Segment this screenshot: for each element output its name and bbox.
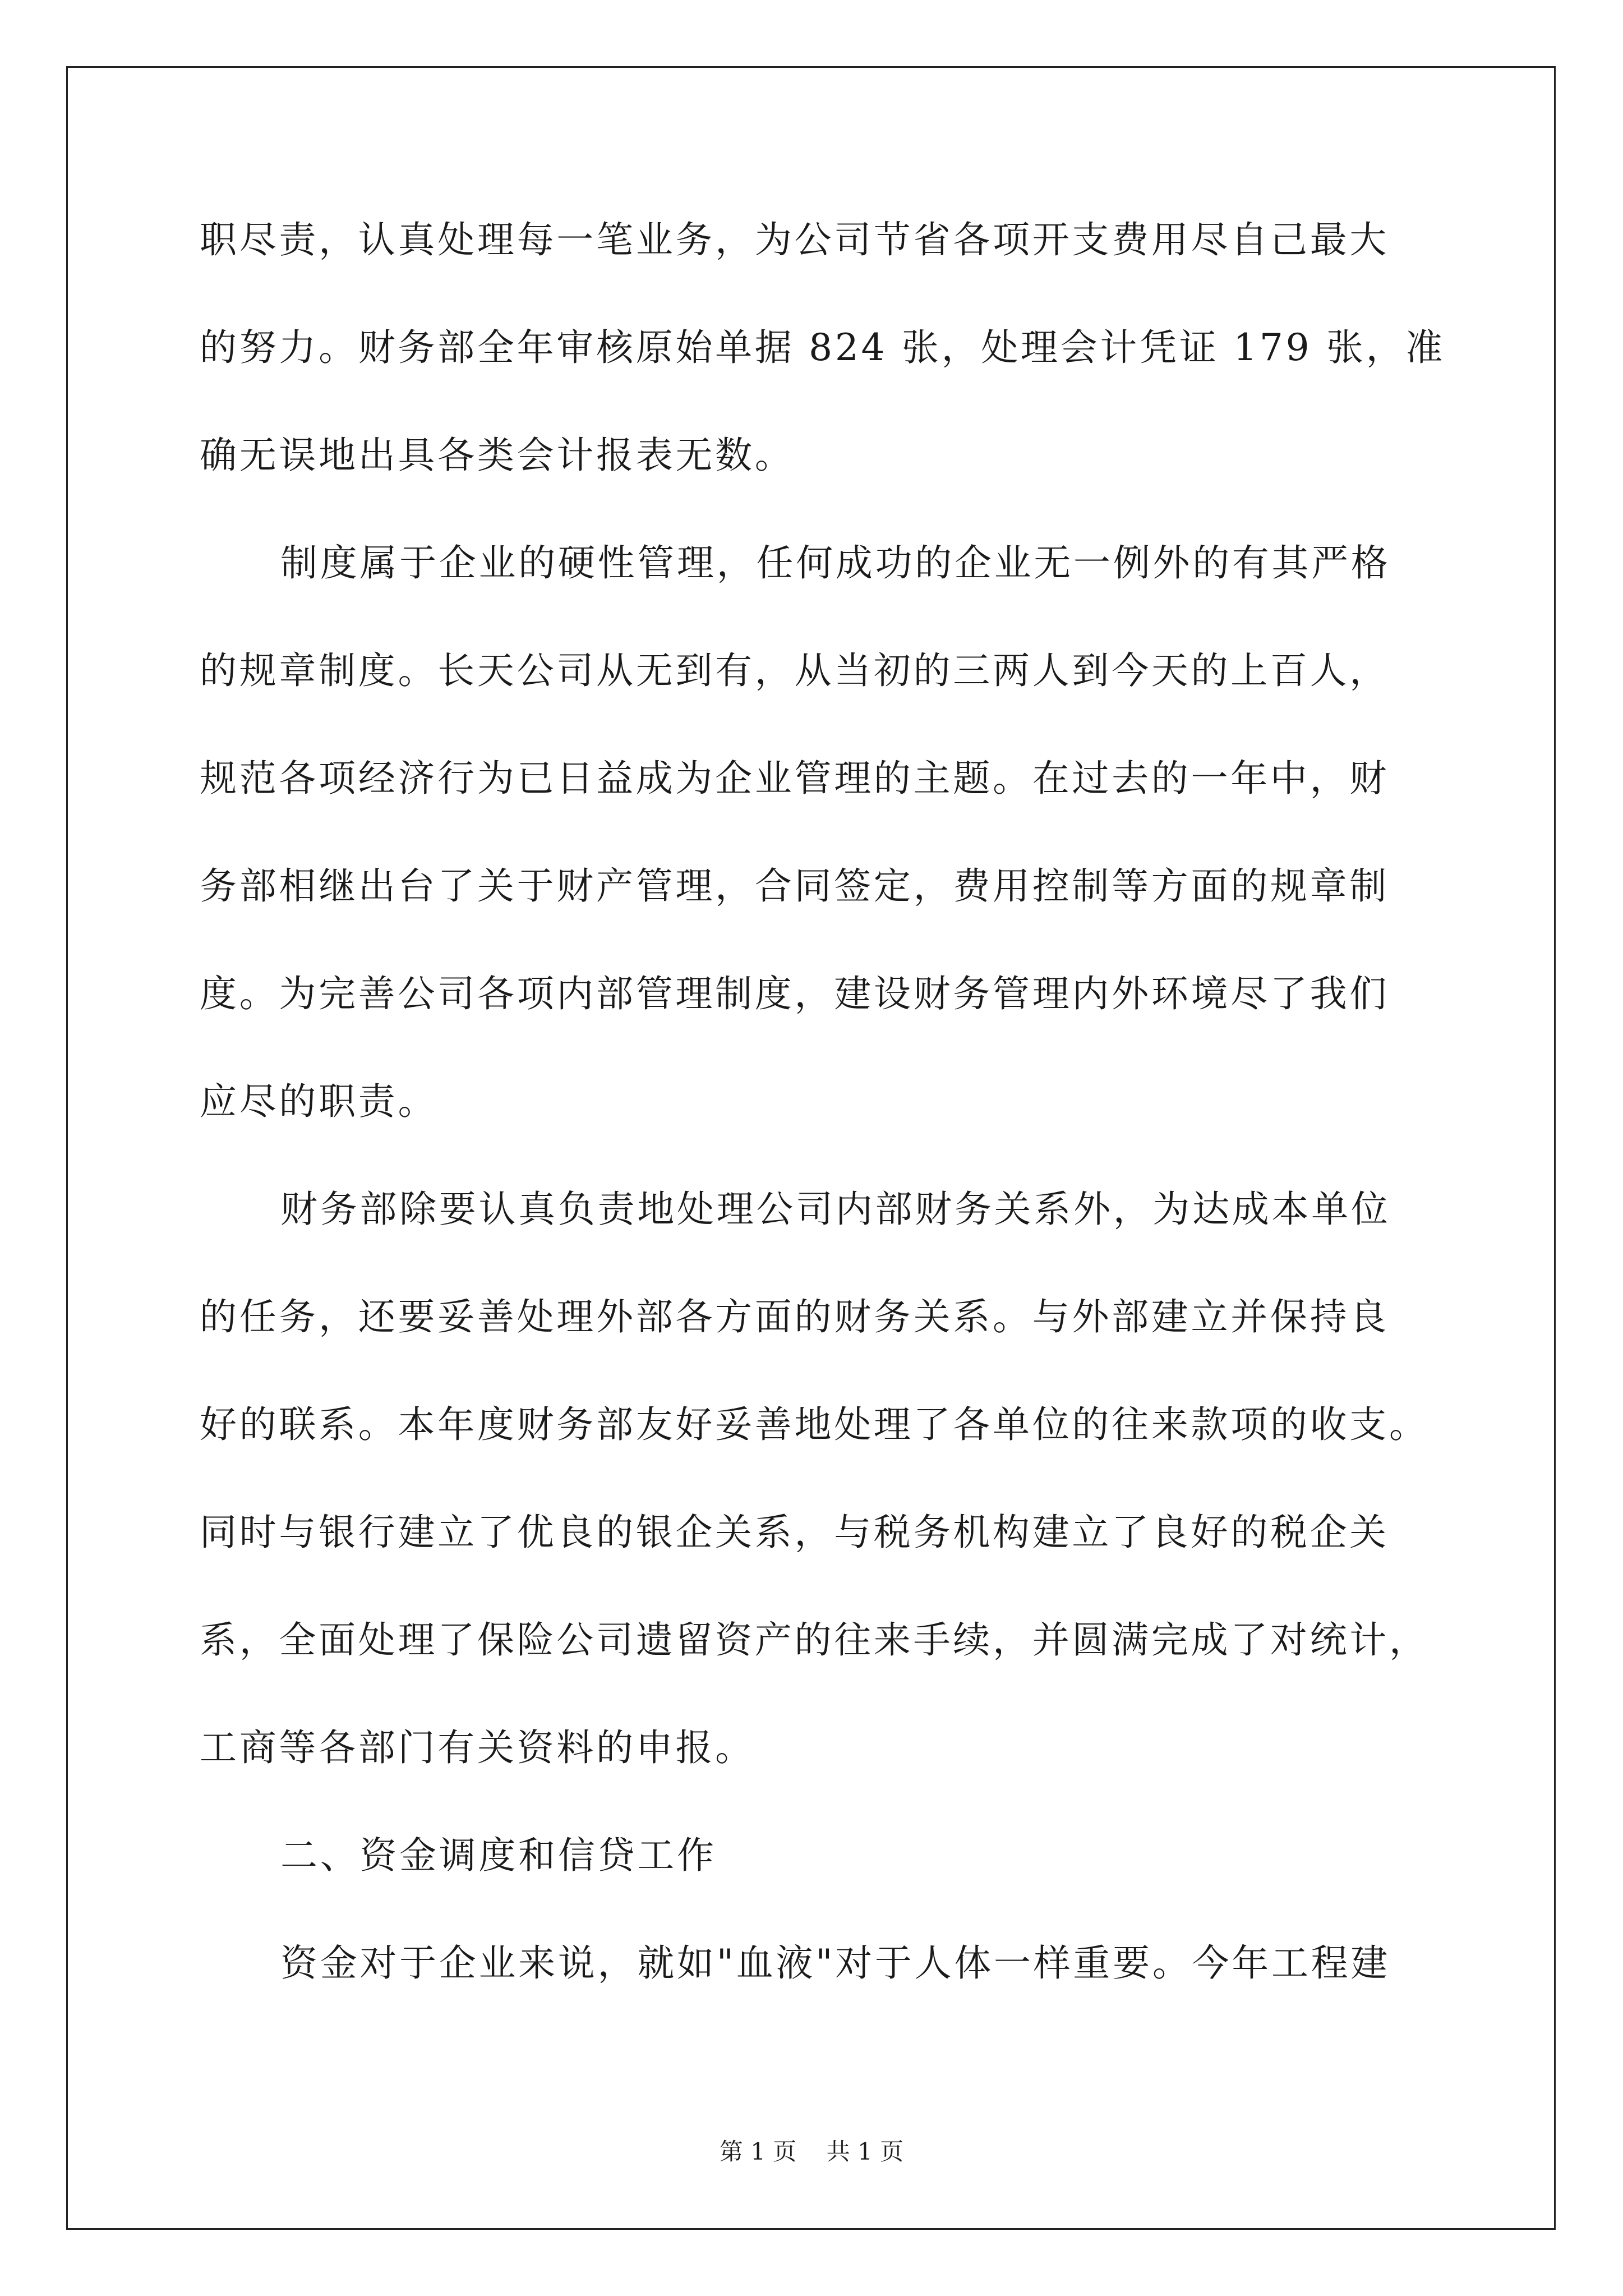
page-footer: 第 1 页 共 1 页 (719, 2138, 904, 2165)
text-line: 的规章制度。长天公司从无到有，从当初的三两人到今天的上百人， (200, 649, 1389, 692)
text-line: 确无误地出具各类会计报表无数。 (200, 434, 795, 477)
paragraph-start-line: 资金对于企业来说，就如"血液"对于人体一样重要。今年工程建 (280, 1941, 1391, 1985)
text-line: 职尽责，认真处理每一笔业务，为公司节省各项开支费用尽自己最大 (200, 218, 1389, 261)
text-line: 的任务，还要妥善处理外部各方面的财务关系。与外部建立并保持良 (200, 1295, 1389, 1338)
text-line: 系，全面处理了保险公司遗留资产的往来手续，并圆满完成了对统计， (200, 1618, 1429, 1662)
paragraph-start-line: 财务部除要认真负责地处理公司内部财务关系外，为达成本单位 (280, 1188, 1391, 1231)
paragraph-start-line: 制度属于企业的硬性管理，任何成功的企业无一例外的有其严格 (280, 541, 1391, 585)
text-line: 同时与银行建立了优良的银企关系，与税务机构建立了良好的税企关 (200, 1511, 1389, 1554)
page-border (66, 66, 1556, 2230)
text-line: 工商等各部门有关资料的申报。 (200, 1726, 755, 1769)
text-line: 度。为完善公司各项内部管理制度，建设财务管理内外环境尽了我们 (200, 972, 1389, 1015)
text-line: 好的联系。本年度财务部友好妥善地处理了各单位的往来款项的收支。 (200, 1403, 1429, 1446)
text-line: 务部相继出台了关于财产管理，合同签定，费用控制等方面的规章制 (200, 864, 1389, 908)
text-line: 规范各项经济行为已日益成为企业管理的主题。在过去的一年中，财 (200, 757, 1389, 800)
section-heading: 二、资金调度和信贷工作 (280, 1834, 717, 1877)
text-line: 应尽的职责。 (200, 1080, 438, 1123)
text-line: 的努力。财务部全年审核原始单据 824 张，处理会计凭证 179 张，准 (200, 326, 1446, 369)
